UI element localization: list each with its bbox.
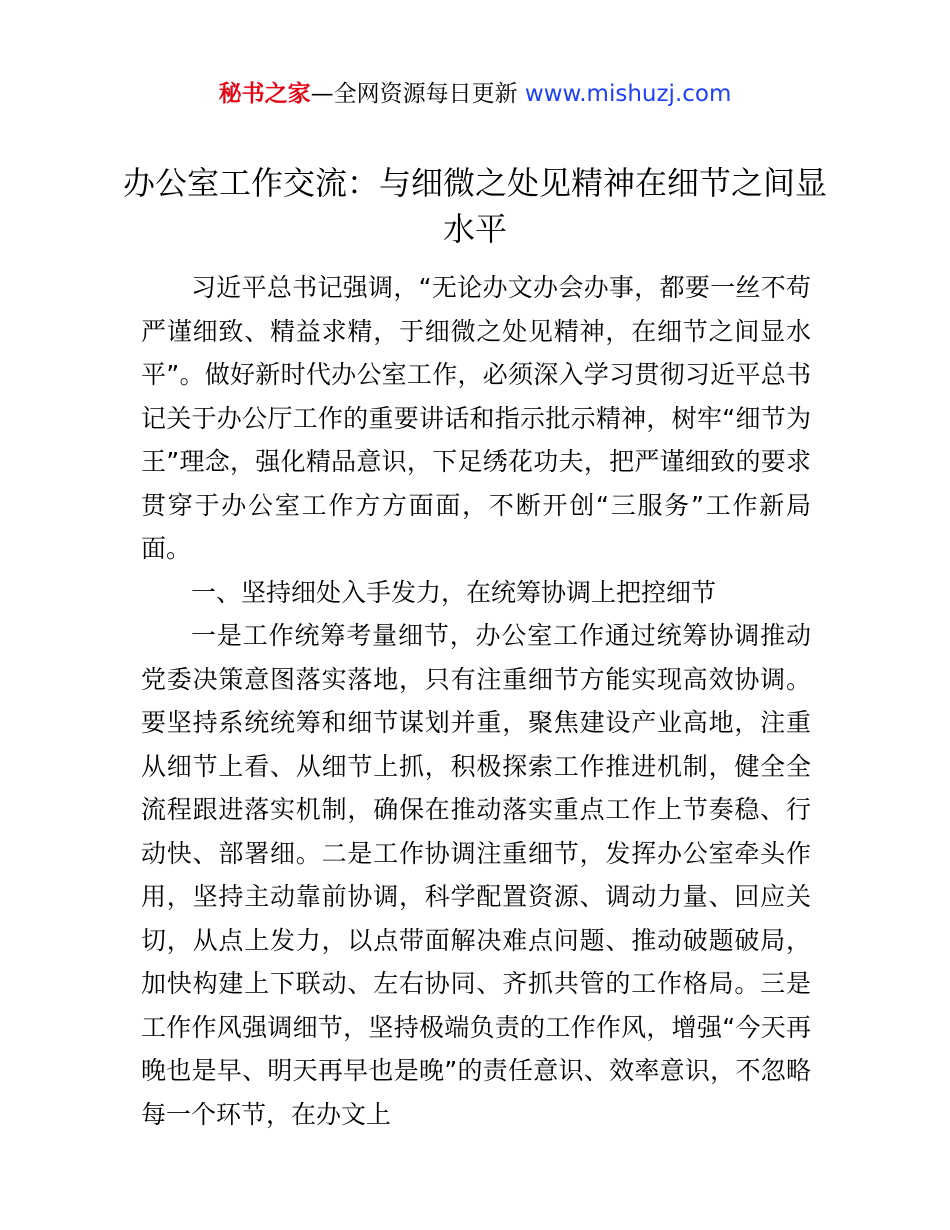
body-paragraph: 一是工作统筹考量细节，办公室工作通过统筹协调推动党委决策意图落实落地，只有注重细节方能实现高效协调。要坚持系统统筹和细节谋划并重，聚焦建设产业高地，注重从细节上看、从细节上抓，积极探索工作推进机制，健全全流程跟进落实机制，确保在推动落实重点工作上节奏稳、行动快、部署细。二是工作协调注重细节，发挥办公室牵头作用，坚持主动靠前协调，科学配置资源、调动力量、回应关切，从点上发力，以点带面解决难点问题、推动破题破局，加快构建上下联动、左右协同、齐抓共管的工作格局。三是工作作风强调细节，坚持极端负责的工作作风，增强“今天再晚也是早、明天再早也是晚”的责任意识、效率意识，不忽略每一个环节，在办文上 bbox=[141, 621, 811, 1129]
document-title: 办公室工作交流：与细微之处见精神在细节之间显水平 bbox=[122, 164, 827, 248]
intro-paragraph: 习近平总书记强调，“无论办文办会办事，都要一丝不苟严谨细致、精益求精，于细微之处见精神，在细节之间显水平”。做好新时代办公室工作，必须深入学习贯彻习近平总书记关于办公厅工作的重要讲话和指示批示精神，树牢“细节为王”理念，强化精品意识，下足绣花功夫，把严谨细致的要求贯穿于办公室工作方方面面，不断开创“三服务”工作新局面。 bbox=[141, 273, 811, 563]
document-body bbox=[141, 266, 811, 1136]
header-tagline: —全网资源每日更新 bbox=[310, 81, 525, 107]
site-url-link[interactable]: www.mishuzj.com bbox=[524, 81, 732, 107]
site-header bbox=[0, 74, 950, 114]
brand-name: 秘书之家 bbox=[218, 81, 311, 107]
section-heading: 一、坚持细处入手发力，在统筹协调上把控细节 bbox=[191, 577, 717, 607]
